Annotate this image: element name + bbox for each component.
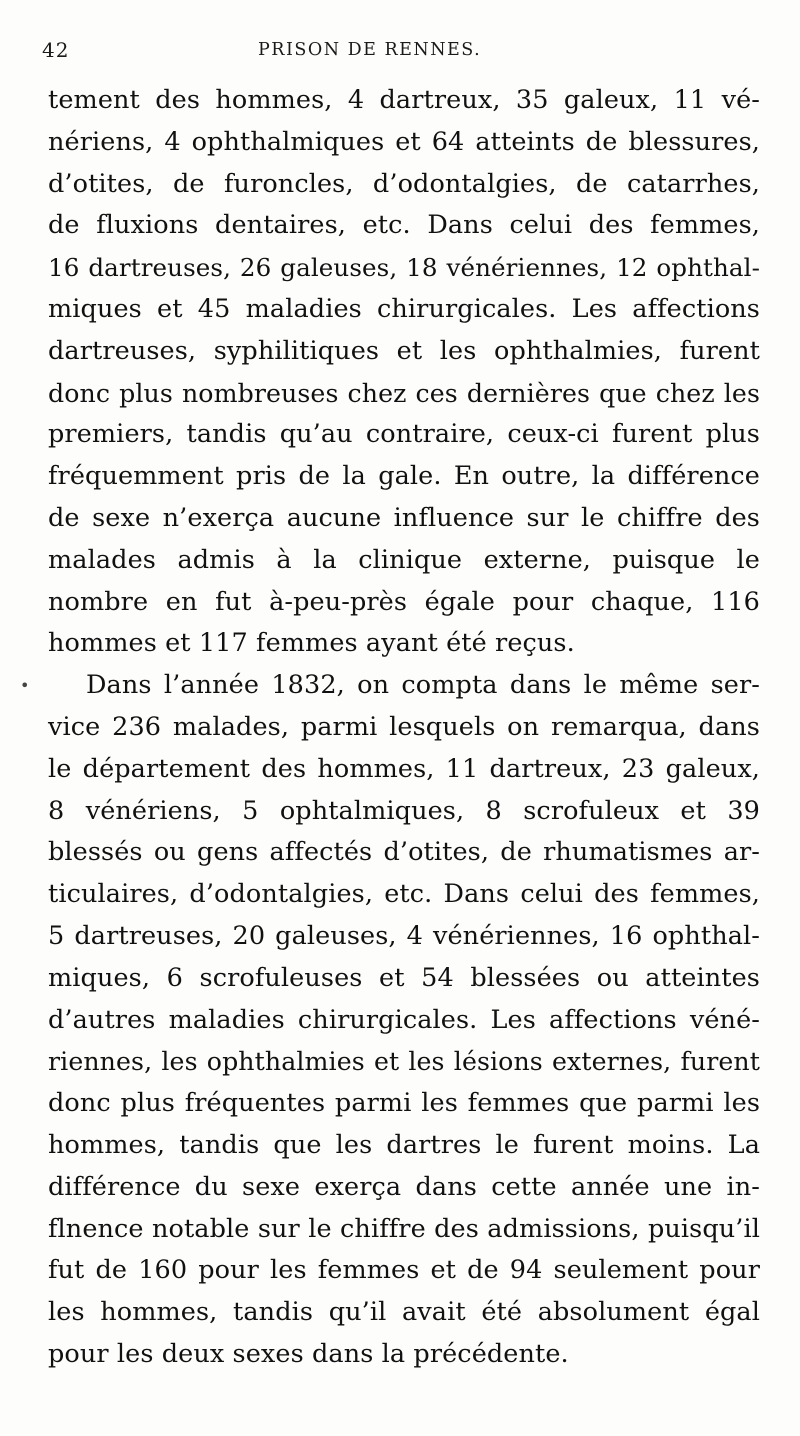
text-line: 5 dartreuses, 20 galeuses, 4 vénériennes, 16 ophthal- [48, 920, 760, 951]
running-head: PRISON DE RENNES. [258, 40, 482, 60]
text-line: d’otites, de furoncles, d’odontalgies, de catarrhes, [48, 168, 760, 199]
text-line: fréquemment pris de la gale. En outre, la différence [48, 461, 760, 492]
margin-mark: • [20, 676, 30, 695]
text-line: les hommes, tandis qu’il avait été absolument égal [48, 1297, 760, 1328]
text-line: 16 dartreuses, 26 galeuses, 18 vénériennes, 12 ophthal- [48, 253, 760, 283]
text-line: premiers, tandis qu’au contraire, ceux-ci furent plus [48, 419, 760, 450]
text-line: donc plus nombreuses chez ces dernières que chez les [48, 378, 760, 408]
text-line: blessés ou gens affectés d’otites, de rhumatismes ar- [48, 837, 760, 868]
text-line: 8 vénériens, 5 ophtalmiques, 8 scrofuleux et 39 [48, 795, 760, 826]
text-line: malades admis à la clinique externe, puisque le [48, 544, 760, 575]
body-text [48, 80, 760, 1376]
text-line: ticulaires, d’odontalgies, etc. Dans celui des femmes, [48, 879, 760, 910]
text-line: d’autres maladies chirurgicales. Les affections véné- [48, 1004, 760, 1035]
text-line: nériens, 4 ophthalmiques et 64 atteints de blessures, [48, 126, 760, 157]
text-line: fut de 160 pour les femmes et de 94 seulement pour [48, 1255, 760, 1286]
paragraph-start-line: Dans l’année 1832, on compta dans le même ser- [86, 670, 760, 701]
text-line: de fluxions dentaires, etc. Dans celui des femmes, [48, 210, 760, 241]
text-line: miques, 6 scrofuleuses et 54 blessées ou atteintes [48, 962, 760, 993]
text-line: de sexe n’exerça aucune influence sur le chiffre des [48, 502, 760, 533]
text-line: dartreuses, syphilitiques et les ophthalmies, furent [48, 335, 760, 366]
text-line: miques et 45 maladies chirurgicales. Les affections [48, 293, 760, 324]
text-line: flnence notable sur le chiffre des admissions, puisqu’il [48, 1213, 760, 1244]
text-line: hommes, tandis que les dartres le furent moins. La [48, 1129, 760, 1160]
text-line: tement des hommes, 4 dartreux, 35 galeux, 11 vé- [48, 85, 760, 115]
text-line: riennes, les ophthalmies et les lésions externes, furent [48, 1047, 760, 1077]
page-number: 42 [42, 38, 70, 62]
text-line: le département des hommes, 11 dartreux, 23 galeux, [48, 753, 760, 784]
text-line: donc plus fréquentes parmi les femmes que parmi les [48, 1088, 760, 1119]
paragraph-end-line: pour les deux sexes dans la précédente. [48, 1338, 569, 1369]
text-line: vice 236 malades, parmi lesquels on remarqua, dans [48, 711, 760, 742]
paragraph-end-line: hommes et 117 femmes ayant été reçus. [48, 628, 575, 659]
text-line: différence du sexe exerça dans cette année une in- [48, 1171, 760, 1202]
text-line: nombre en fut à-peu-près égale pour chaque, 116 [48, 586, 760, 617]
